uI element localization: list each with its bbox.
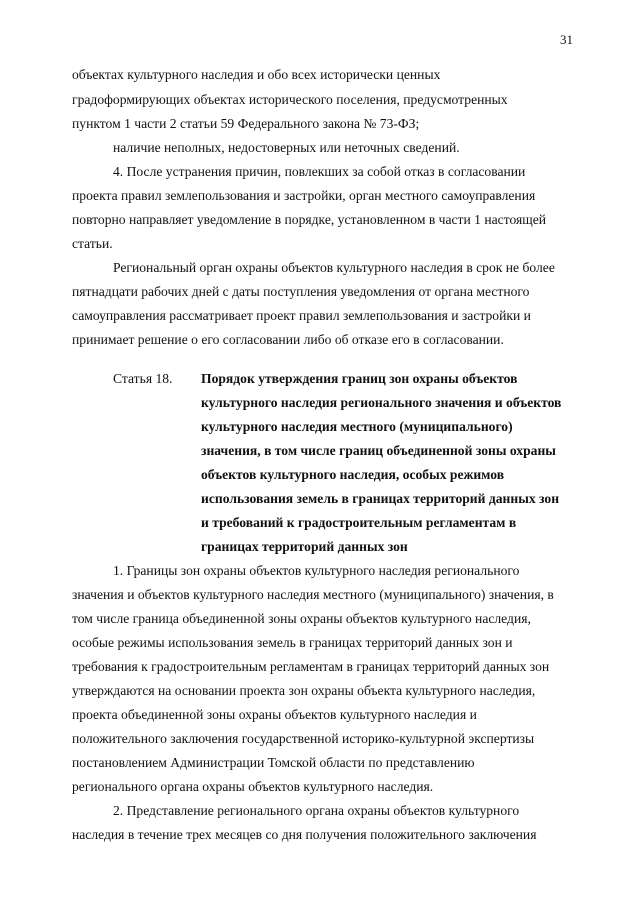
text-line: особые режимы использования земель в границах территорий данных зон и [72,635,513,650]
text-line: Региональный орган охраны объектов культурного наследия в срок не более [113,260,555,275]
text-line: регионального органа охраны объектов культурного наследия. [72,779,434,794]
text-line: наличие неполных, недостоверных или неточных сведений. [113,140,460,155]
text-line: градоформирующих объектах исторического поселения, предусмотренных [72,92,508,107]
article-title-line: культурного наследия местного (муниципального) [201,419,513,434]
text-line: проекта объединенной зоны охраны объектов культурного наследия и [72,707,477,722]
text-line: объектах культурного наследия и обо всех исторически ценных [72,67,441,82]
article-title-line: Порядок утверждения границ зон охраны объектов [201,371,518,386]
text-line: 1. Границы зон охраны объектов культурного наследия регионального [113,563,520,578]
text-line: требования к градостроительным регламентам в границах территорий данных зон [72,659,550,674]
text-line: положительного заключения государственной историко-культурной экспертизы [72,731,535,746]
article-title-line: использования земель в границах территорий данных зон [201,491,560,506]
text-line: наследия в течение трех месяцев со дня получения положительного заключения [72,827,537,842]
text-line: том числе граница объединенной зоны охраны объектов культурного наследия, [72,611,531,626]
text-line: статьи. [72,236,113,251]
text-line: 2. Представление регионального органа охраны объектов культурного [113,803,520,818]
text-line: самоуправления рассматривает проект правил землепользования и застройки и [72,308,531,323]
text-line: принимает решение о его согласовании либо об отказе его в согласовании. [72,332,504,347]
text-line: повторно направляет уведомление в порядке, установленном в части 1 настоящей [72,212,547,227]
text-line: проекта правил землепользования и застройки, орган местного самоуправления [72,188,536,203]
article-title-line: границах территорий данных зон [201,539,408,554]
text-line: утверждаются на основании проекта зон охраны объекта культурного наследия, [72,683,536,698]
text-line: 4. После устранения причин, повлекших за собой отказ в согласовании [113,164,526,179]
page-number: 31 [560,32,573,47]
article-label: Статья 18. [113,371,173,386]
text-line: пятнадцати рабочих дней с даты поступления уведомления от органа местного [72,284,530,299]
article-title-line: объектов культурного наследия, особых режимов [201,467,505,482]
article-title-line: значения, в том числе границ объединенной зоны охраны [201,443,556,458]
article-title-line: культурного наследия регионального значения и объектов [201,395,562,410]
text-line: пунктом 1 части 2 статьи 59 Федерального закона № 73-ФЗ; [72,116,420,131]
text-line: постановлением Администрации Томской области по представлению [72,755,475,770]
article-title-line: и требований к градостроительным регламентам в [201,515,517,530]
text-line: значения и объектов культурного наследия местного (муниципального) значения, в [72,587,554,602]
